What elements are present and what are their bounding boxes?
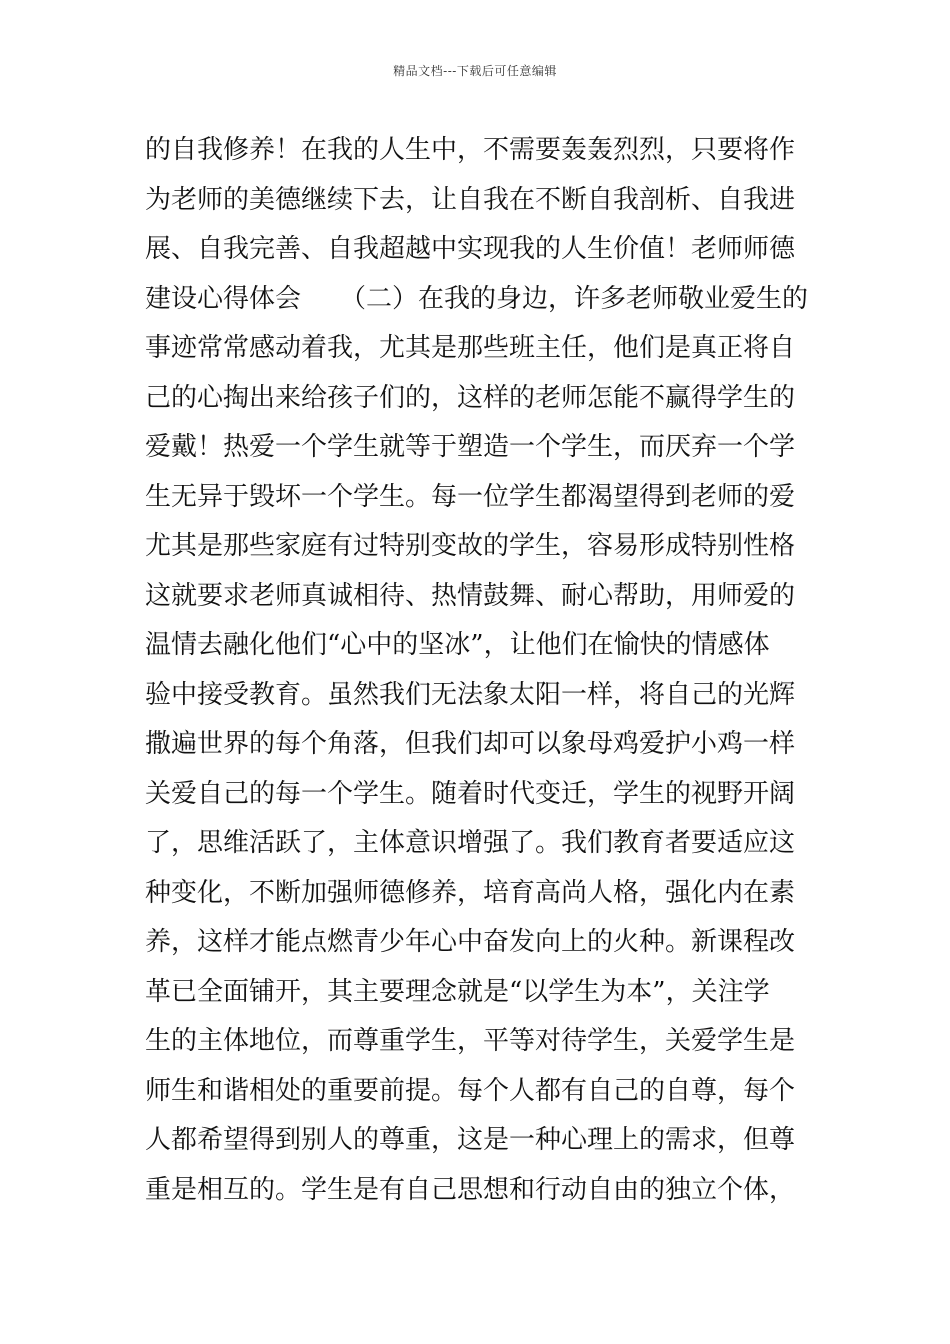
text-line: 重是相互的。学生是有自己思想和行动自由的独立个体， bbox=[145, 1174, 796, 1205]
text-line: 建设心得体会 （二）在我的身边，许多老师敬业爱生的 bbox=[145, 283, 809, 314]
text-line: 了，思维活跃了，主体意识增强了。我们教育者要适应这 bbox=[145, 828, 796, 858]
text-line: 的自我修养！在我的人生中，不需要轰轰烈烈，只要将作 bbox=[145, 135, 796, 165]
text-line: 这就要求老师真诚相待、热情鼓舞、耐心帮助，用师爱的 bbox=[145, 580, 796, 611]
text-line: 养，这样才能点燃青少年心中奋发向上的火种。新课程改 bbox=[145, 927, 796, 957]
text-line: 为老师的美德继续下去，让自我在不断自我剖析、自我进 bbox=[145, 184, 796, 215]
page-header: 精品文档---下载后可任意编辑 bbox=[393, 64, 557, 78]
text-line: 展、自我完善、自我超越中实现我的人生价值！老师师德 bbox=[145, 234, 796, 264]
text-line: 撒遍世界的每个角落，但我们却可以象母鸡爱护小鸡一样 bbox=[145, 729, 796, 759]
text-line: 生无异于毁坏一个学生。每一位学生都渴望得到老师的爱 bbox=[145, 481, 796, 512]
text-line: 温情去融化他们“心中的坚冰”，让他们在愉快的情感体 bbox=[145, 630, 770, 660]
text-line: 尤其是那些家庭有过特别变故的学生，容易形成特别性格 bbox=[145, 531, 796, 561]
text-line: 人都希望得到别人的尊重，这是一种心理上的需求，但尊 bbox=[145, 1125, 796, 1155]
text-line: 革已全面铺开，其主要理念就是“以学生为本”，关注学 bbox=[145, 976, 770, 1007]
text-line: 种变化，不断加强师德修养，培育高尚人格，强化内在素 bbox=[145, 877, 796, 908]
text-line: 事迹常常感动着我，尤其是那些班主任，他们是真正将自 bbox=[145, 333, 796, 363]
text-line: 验中接受教育。虽然我们无法象太阳一样，将自己的光辉 bbox=[145, 679, 796, 710]
text-line: 关爱自己的每一个学生。随着时代变迁，学生的视野开阔 bbox=[145, 778, 796, 809]
text-line: 己的心掏出来给孩子们的，这样的老师怎能不赢得学生的 bbox=[145, 382, 796, 413]
text-line: 师生和谐相处的重要前提。每个人都有自己的自尊，每个 bbox=[145, 1075, 796, 1106]
text-line: 爱戴！热爱一个学生就等于塑造一个学生，而厌弃一个学 bbox=[145, 432, 796, 462]
body-text bbox=[145, 126, 815, 1215]
text-line: 生的主体地位，而尊重学生，平等对待学生，关爱学生是 bbox=[145, 1026, 796, 1056]
